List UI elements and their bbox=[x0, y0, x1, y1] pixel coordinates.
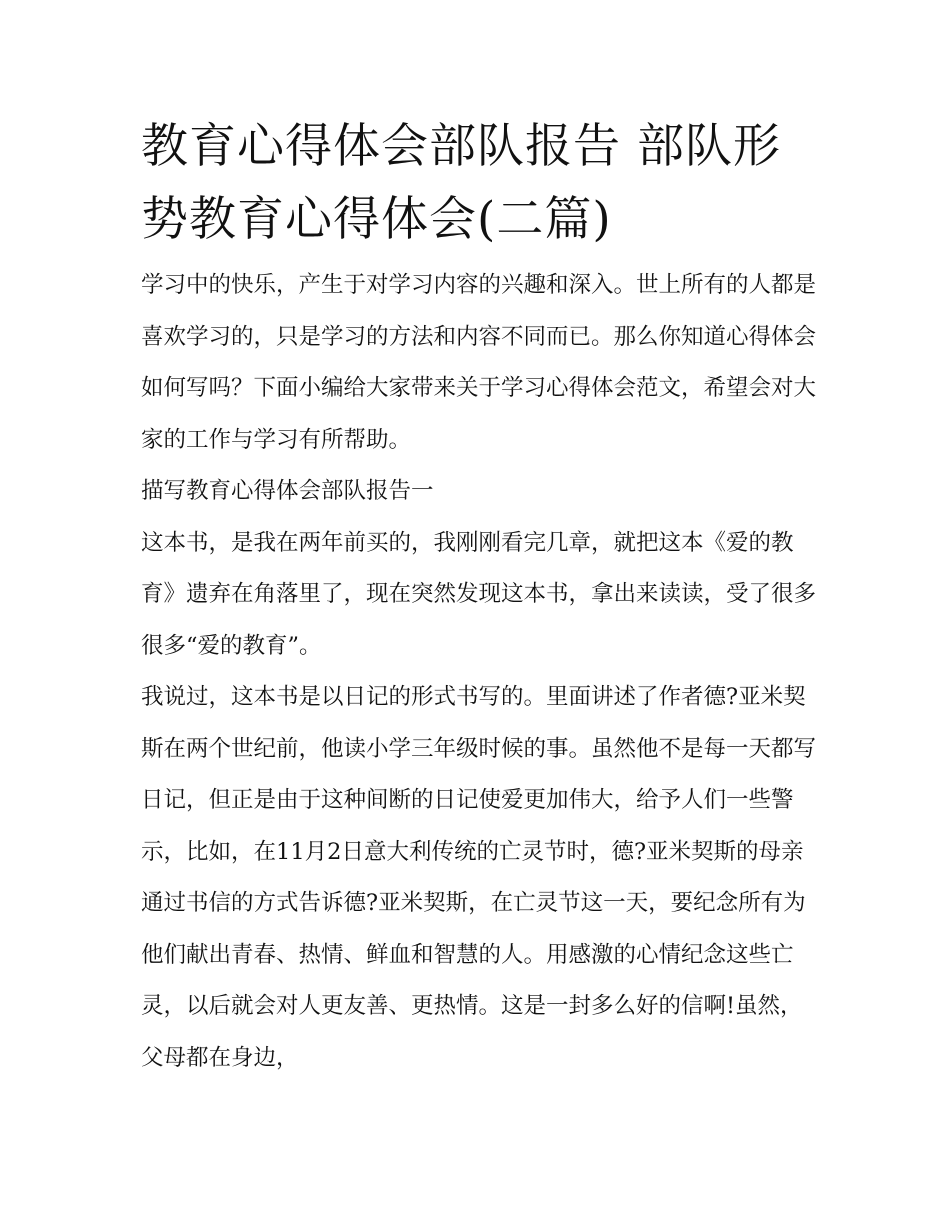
document-title: 教育心得体会部队报告 部队形势教育心得体会(二篇) bbox=[141, 119, 781, 247]
section-heading: 描写教育心得体会部队报告一 bbox=[141, 478, 434, 504]
intro-paragraph: 学习中的快乐，产生于对学习内容的兴趣和深入。世上所有的人都是喜欢学习的，只是学习的方法和内容不同而已。那么你知道心得体会如何写吗？下面小编给大家带来关于学习心得体会范文，希望会对大家的工作与学习有所帮助。 bbox=[141, 272, 817, 453]
body-paragraph: 这本书，是我在两年前买的，我刚刚看完几章，就把这本《爱的教育》遗弃在角落里了，现在突然发现这本书，拿出来读读，受了很多很多“爱的教育”。 bbox=[141, 529, 817, 659]
document-body bbox=[141, 260, 817, 1084]
body-paragraph: 我说过，这本书是以日记的形式书写的。里面讲述了作者德?亚米契斯在两个世纪前，他读小学三年级时候的事。虽然他不是每一天都写日记，但正是由于这种间断的日记使爱更加伟大，给予人们一些警示，比如，在11月2日意大利传统的亡灵节时，德?亚米契斯的母亲通过书信的方式告诉德?亚米契斯，在亡灵节这一天，要纪念所有为他们献出青春、热情、鲜血和智慧的人。用感激的心情纪念这些亡灵，以后就会对人更友善、更热情。这是一封多么好的信啊!虽然，父母都在身边， bbox=[141, 684, 817, 1071]
